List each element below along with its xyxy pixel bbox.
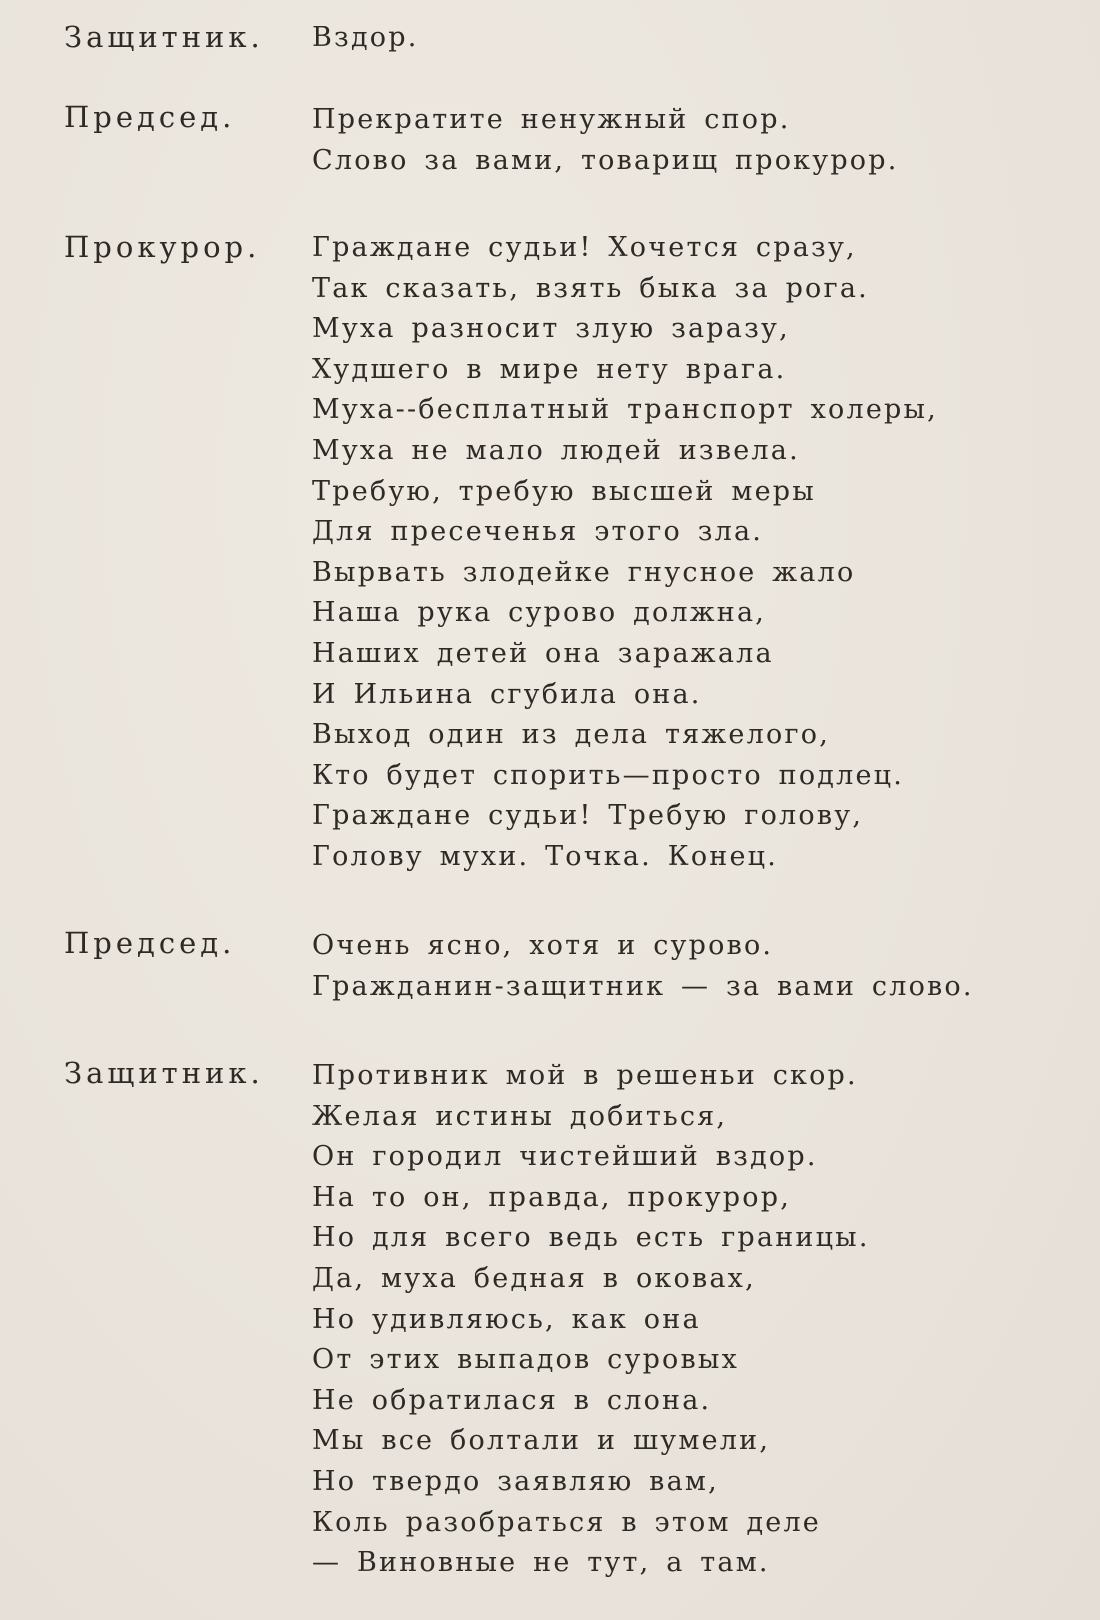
verse-line: Но для всего ведь есть границы. bbox=[312, 1222, 870, 1254]
speaker-name: Председ. bbox=[64, 100, 236, 134]
verse-line: Голову мухи. Точка. Конец. bbox=[312, 840, 779, 872]
verse-line: Наших детей она заражала bbox=[312, 637, 774, 669]
verse-line: — Виновные не тут, а там. bbox=[312, 1547, 770, 1579]
verse-line: От этих выпадов суровых bbox=[312, 1344, 740, 1376]
verse-line: Муха--бесплатный транспорт холеры, bbox=[312, 394, 938, 426]
speaker-name: Защитник. bbox=[64, 20, 264, 54]
speech-lines bbox=[312, 926, 974, 1007]
verse-line: Не обратилася в слона. bbox=[312, 1384, 712, 1416]
verse-line: Мы все болтали и шумели, bbox=[312, 1425, 771, 1457]
verse-line: Кто будет спорить—просто подлец. bbox=[312, 759, 905, 791]
verse-line: Муха не мало людей извела. bbox=[312, 434, 800, 466]
verse-line: Слово за вами, товарищ прокурор. bbox=[312, 144, 899, 176]
verse-line: Граждане судьи! Требую голову, bbox=[312, 800, 864, 832]
verse-line: Вздор. bbox=[312, 22, 419, 53]
verse-line: Но твердо заявляю вам, bbox=[312, 1465, 719, 1497]
speech-lines bbox=[312, 100, 899, 181]
verse-line: Противник мой в решеньи скор. bbox=[312, 1060, 858, 1091]
verse-line: Коль разобраться в этом деле bbox=[312, 1506, 821, 1538]
speaker-name: Защитник. bbox=[64, 1056, 264, 1090]
speaker-name: Председ. bbox=[64, 926, 236, 960]
verse-line: Граждане судьи! Хочется сразу, bbox=[312, 232, 857, 263]
verse-line: Выход один из дела тяжелого, bbox=[312, 719, 830, 751]
verse-line: Очень ясно, хотя и сурово. bbox=[312, 930, 774, 961]
verse-line: Для пресеченья этого зла. bbox=[312, 516, 764, 548]
speech-lines bbox=[312, 1056, 870, 1584]
verse-line: Худшего в мире нету врага. bbox=[312, 353, 787, 385]
verse-line: Требую, требую высшей меры bbox=[312, 475, 816, 507]
speech-lines bbox=[312, 18, 419, 59]
verse-line: Он городил чистейший вздор. bbox=[312, 1141, 818, 1173]
verse-line: Да, муха бедная в оковах, bbox=[312, 1262, 756, 1294]
verse-line: Гражданин-защитник — за вами слово. bbox=[312, 970, 974, 1002]
verse-line: Наша рука сурово должна, bbox=[312, 597, 767, 629]
verse-line: Желая истины добиться, bbox=[312, 1100, 728, 1132]
speech-lines bbox=[312, 228, 938, 878]
verse-line: Вырвать злодейке гнусное жало bbox=[312, 556, 856, 588]
verse-line: И Ильина сгубила она. bbox=[312, 678, 702, 710]
verse-line: Так сказать, взять быка за рога. bbox=[312, 272, 869, 304]
verse-line: Прекратите ненужный спор. bbox=[312, 104, 791, 135]
verse-line: Но удивляюсь, как она bbox=[312, 1303, 701, 1335]
speaker-name: Прокурор. bbox=[64, 230, 261, 264]
verse-line: Муха разносит злую заразу, bbox=[312, 313, 790, 345]
verse-line: На то он, правда, прокурор, bbox=[312, 1181, 791, 1213]
